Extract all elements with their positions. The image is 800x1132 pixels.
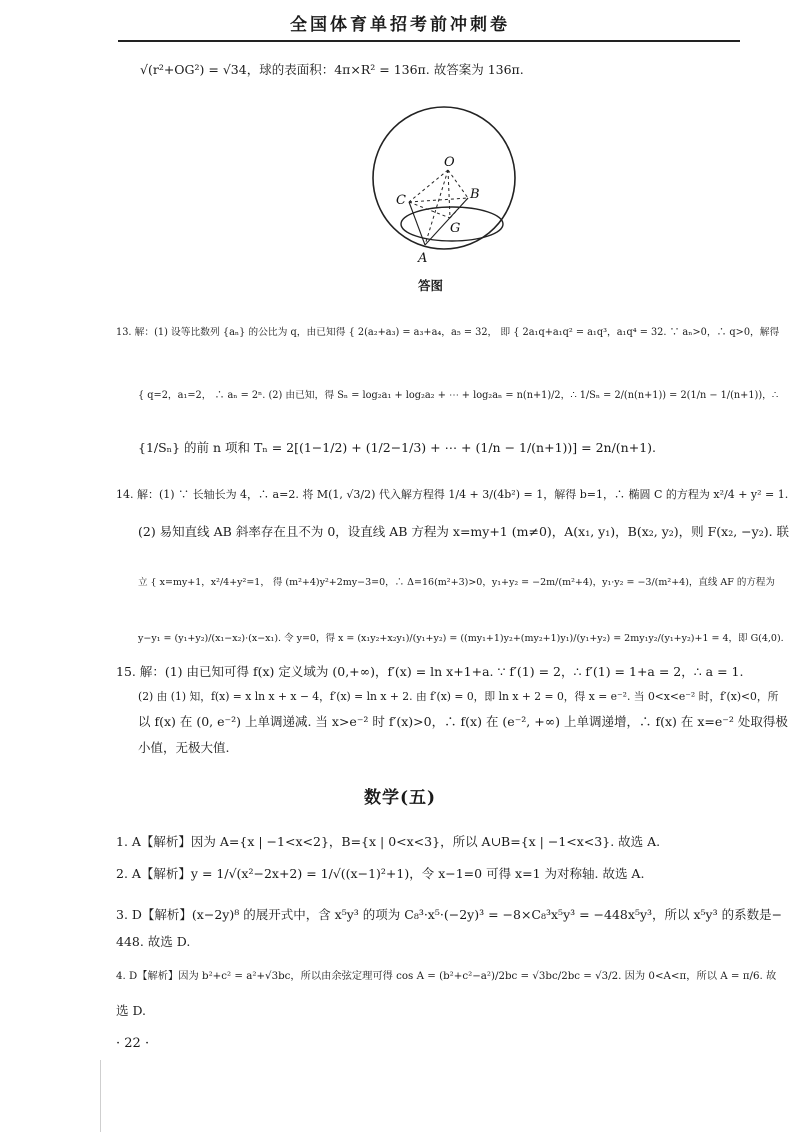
dashed-line-CG <box>409 202 450 218</box>
q15-line-1: 15. 解：(1) 由已知可得 f(x) 定义域为 (0,+∞)，f′(x) = ln x+1+a. ∵ f′(1) = 2，∴ f′(1) = 1+a = 2，∴ a = 1. <box>116 664 744 679</box>
answer-2: 2. A【解析】y = 1/√(x²−2x+2) = 1/√((x−1)²+1)，令 x−1=0 可得 x=1 为对称轴. 故选 A. <box>116 866 645 881</box>
label-O: O <box>444 155 455 170</box>
answer-4-line-2: 选 D. <box>116 1003 147 1018</box>
solid-line-CA <box>409 202 425 245</box>
label-G: G <box>450 221 461 236</box>
q14-line-4: y−y₁ = (y₁+y₂)/(x₁−x₂)·(x−x₁). 令 y=0，得 x = (x₁y₂+x₂y₁)/(y₁+y₂) = ((my₁+1)y₂+(my₂+1)y₁)/(y₁+y₂) = 2my₁y₂/(y₁+y₂)+1 = 4，即 G(4,0). <box>138 633 784 644</box>
page-number: · 22 · <box>116 1036 150 1051</box>
dashed-line-OC <box>409 170 448 202</box>
q15-line-4: 小值，无极大值. <box>138 740 230 755</box>
label-C: C <box>396 193 406 208</box>
figure-caption: 答图 <box>418 278 444 293</box>
text-line-sphere-area: √(r²+OG²) = √34，球的表面积：4π×R² = 136π. 故答案为 136π. <box>140 62 524 77</box>
section-title: 数学(五) <box>363 788 437 808</box>
q13-line-1: 13. 解：(1) 设等比数列 {aₙ} 的公比为 q，由已知得 { 2(a₂+a₃) = a₃+a₄，a₅ = 32， 即 { 2a₁q+a₁q² = a₁q³，a₁q⁴ = 32. ∵ aₙ>0，∴ q>0，解得 <box>116 327 780 338</box>
header-rule <box>118 40 740 42</box>
page-header-title: 全国体育单招考前冲刺卷 <box>290 15 510 35</box>
q14-line-2: (2) 易知直线 AB 斜率存在且不为 0，设直线 AB 方程为 x=my+1 (m≠0)，A(x₁, y₁)，B(x₂, y₂)，则 F(x₂, −y₂). 联 <box>138 524 790 539</box>
q14-line-1: 14. 解：(1) ∵ 长轴长为 4，∴ a=2. 将 M(1, √3/2) 代入解方程得 1/4 + 3/(4b²) = 1，解得 b=1，∴ 椭圆 C 的方程为 x²/4 + y² = 1. <box>116 488 789 501</box>
q15-line-2: (2) 由 (1) 知，f(x) = x ln x + x − 4，f′(x) = ln x + 2. 由 f′(x) = 0，即 ln x + 2 = 0，得 x = e⁻². 当 0<x<e⁻² 时，f′(x)<0，所 <box>138 690 779 703</box>
dashed-line-OG <box>448 170 450 218</box>
q15-line-3: 以 f(x) 在 (0, e⁻²) 上单调递减. 当 x>e⁻² 时 f′(x)>0，∴ f(x) 在 (e⁻², +∞) 上单调递增，∴ f(x) 在 x=e⁻² 处取得极 <box>138 714 788 729</box>
q13-line-2: { q=2，a₁=2， ∴ aₙ = 2ⁿ. (2) 由已知，得 Sₙ = log₂a₁ + log₂a₂ + ⋯ + log₂aₙ = n(n+1)/2，∴ 1/Sₙ = 2/(n(n+1)) = 2(1/n − 1/(n+1))，∴ <box>138 390 779 401</box>
sphere-figure <box>370 100 520 270</box>
outer-sphere-circle <box>373 107 515 249</box>
solid-line-BA <box>425 198 468 245</box>
label-B: B <box>470 187 480 202</box>
answer-4-line-1: 4. D【解析】因为 b²+c² = a²+√3bc，所以由余弦定理可得 cos A = (b²+c²−a²)/2bc = √3bc/2bc = √3/2. 因为 0<A<π，所以 A = π/6. 故 <box>116 970 777 982</box>
label-A: A <box>418 251 428 266</box>
dashed-line-OB <box>448 170 468 198</box>
q14-line-3: 立 { x=my+1，x²/4+y²=1， 得 (m²+4)y²+2my−3=0，∴ Δ=16(m²+3)>0，y₁+y₂ = −2m/(m²+4)，y₁·y₂ = −3/(m²+4)，直线 AF 的方程为 <box>138 577 775 588</box>
q13-line-3: {1/Sₙ} 的前 n 项和 Tₙ = 2[(1−1/2) + (1/2−1/3) + ⋯ + (1/n − 1/(n+1))] = 2n/(n+1). <box>138 440 656 455</box>
answer-1: 1. A【解析】因为 A={x | −1<x<2}，B={x | 0<x<3}，所以 A∪B={x | −1<x<3}. 故选 A. <box>116 834 661 849</box>
answer-3-line-2: 448. 故选 D. <box>116 934 191 949</box>
binding-margin-line <box>100 1060 101 1132</box>
answer-3-line-1: 3. D【解析】(x−2y)⁸ 的展开式中，含 x⁵y³ 的项为 C₈³·x⁵·(−2y)³ = −8×C₈³x⁵y³ = −448x⁵y³，所以 x⁵y³ 的系数是− <box>116 907 783 922</box>
